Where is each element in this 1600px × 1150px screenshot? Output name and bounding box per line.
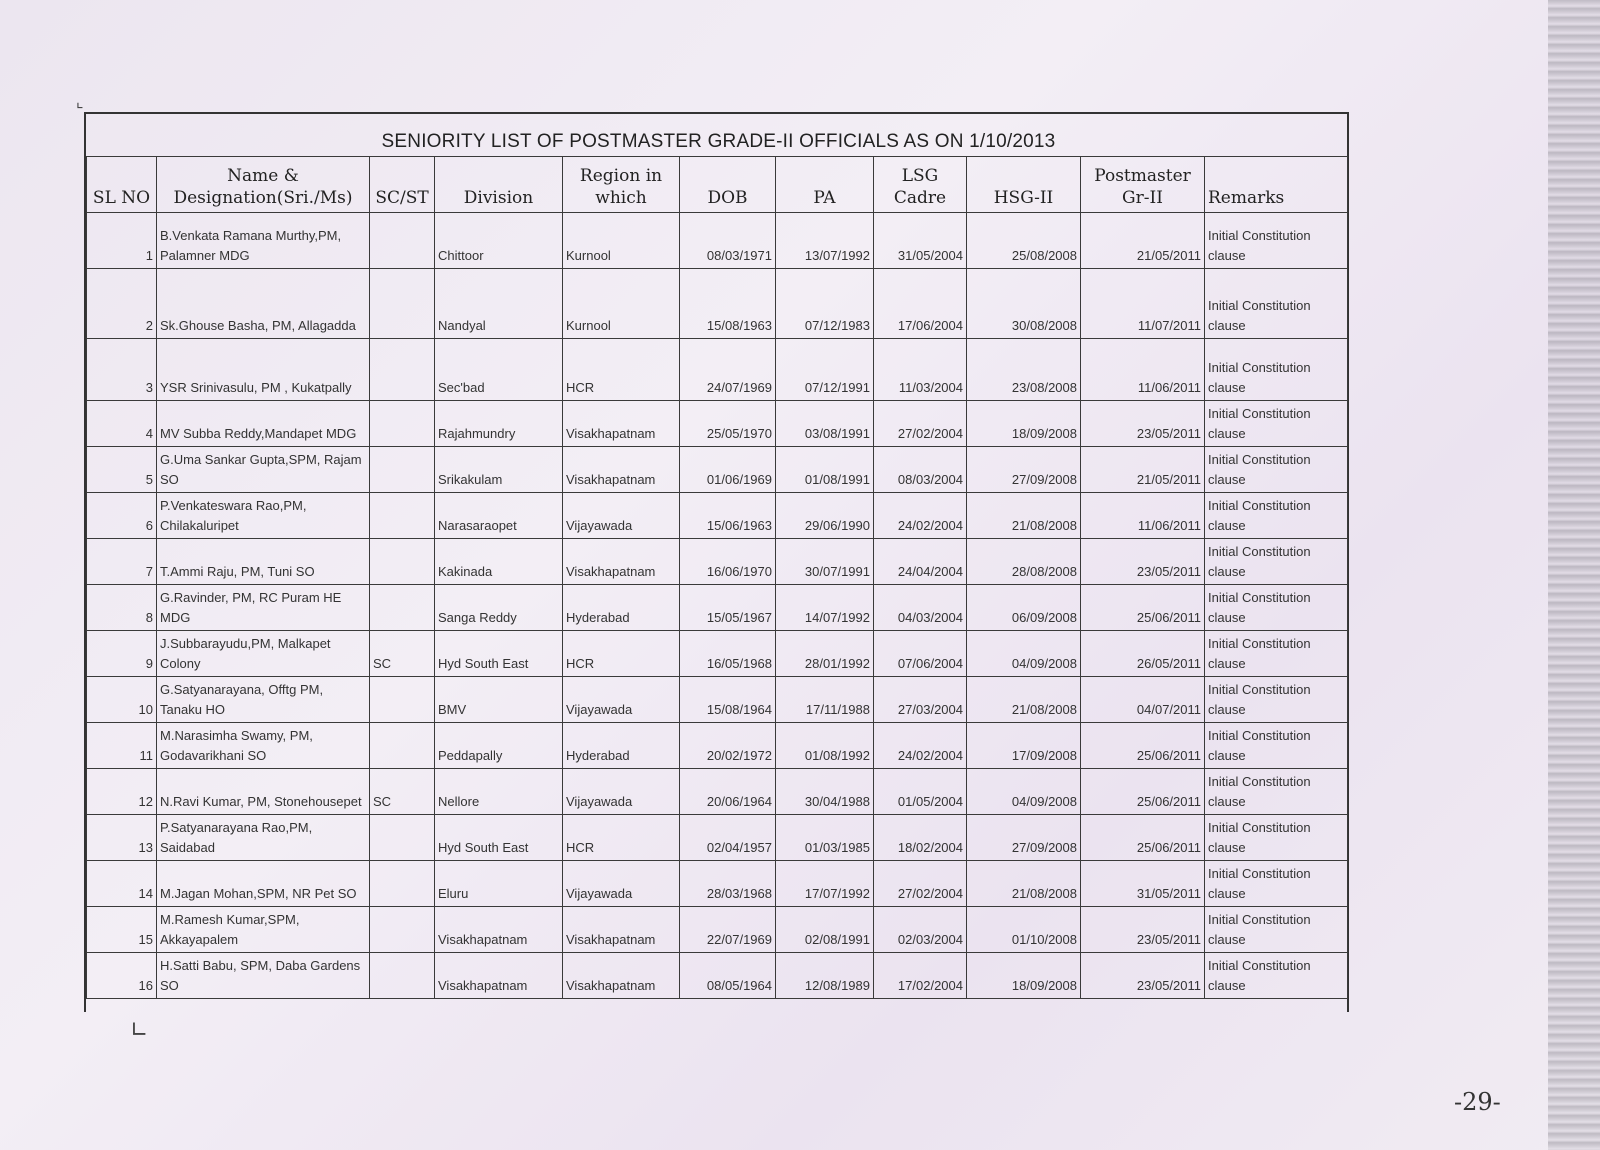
cell-region: Visakhapatnam <box>563 447 680 493</box>
cell-lsg-cadre: 01/05/2004 <box>874 769 967 815</box>
cell-pa: 14/07/1992 <box>776 585 874 631</box>
cell-division: Narasaraopet <box>435 493 563 539</box>
cell-hsg-ii: 21/08/2008 <box>967 677 1081 723</box>
cell-lsg-cadre: 17/02/2004 <box>874 953 967 999</box>
cell-postmaster-gr-ii: 26/05/2011 <box>1081 631 1205 677</box>
cell-postmaster-gr-ii: 11/07/2011 <box>1081 269 1205 339</box>
cell-sc-st <box>370 953 435 999</box>
cell-name-designation: H.Satti Babu, SPM, Daba Gardens SO <box>157 953 370 999</box>
table-row <box>87 339 1348 401</box>
cell-hsg-ii: 18/09/2008 <box>967 401 1081 447</box>
cell-division: Sanga Reddy <box>435 585 563 631</box>
page-edge-shadow <box>1548 0 1600 1150</box>
cell-pa: 17/11/1988 <box>776 677 874 723</box>
cell-lsg-cadre: 31/05/2004 <box>874 213 967 269</box>
cell-pa: 01/08/1991 <box>776 447 874 493</box>
cell-sl-no: 16 <box>87 953 157 999</box>
cell-remarks: Initial Constitution clause <box>1205 447 1348 493</box>
cell-sl-no: 14 <box>87 861 157 907</box>
cell-region: Hyderabad <box>563 723 680 769</box>
header-postmaster-gr-ii: Postmaster Gr-II <box>1081 157 1205 213</box>
cell-region: Vijayawada <box>563 493 680 539</box>
cell-region: Vijayawada <box>563 677 680 723</box>
cell-sl-no: 12 <box>87 769 157 815</box>
cell-remarks: Initial Constitution clause <box>1205 269 1348 339</box>
cell-sl-no: 8 <box>87 585 157 631</box>
cell-lsg-cadre: 02/03/2004 <box>874 907 967 953</box>
cell-region: Visakhapatnam <box>563 907 680 953</box>
header-sc-st: SC/ST <box>370 157 435 213</box>
cell-hsg-ii: 27/09/2008 <box>967 815 1081 861</box>
cell-sc-st <box>370 539 435 585</box>
cell-hsg-ii: 06/09/2008 <box>967 585 1081 631</box>
cell-postmaster-gr-ii: 23/05/2011 <box>1081 907 1205 953</box>
cell-division: Nellore <box>435 769 563 815</box>
cell-pa: 13/07/1992 <box>776 213 874 269</box>
cell-remarks: Initial Constitution clause <box>1205 539 1348 585</box>
cell-hsg-ii: 25/08/2008 <box>967 213 1081 269</box>
cell-lsg-cadre: 27/02/2004 <box>874 861 967 907</box>
cell-remarks: Initial Constitution clause <box>1205 493 1348 539</box>
cell-postmaster-gr-ii: 25/06/2011 <box>1081 769 1205 815</box>
cell-division: Visakhapatnam <box>435 953 563 999</box>
cell-sc-st <box>370 493 435 539</box>
cell-postmaster-gr-ii: 25/06/2011 <box>1081 723 1205 769</box>
cell-region: HCR <box>563 815 680 861</box>
cell-region: HCR <box>563 339 680 401</box>
cell-name-designation: M.Narasimha Swamy, PM, Godavarikhani SO <box>157 723 370 769</box>
cell-division: Chittoor <box>435 213 563 269</box>
document-title: SENIORITY LIST OF POSTMASTER GRADE-II OFFICIALS AS ON 1/10/2013 <box>381 131 1056 152</box>
cell-sc-st <box>370 339 435 401</box>
cell-sl-no: 3 <box>87 339 157 401</box>
table-row <box>87 861 1348 907</box>
cell-remarks: Initial Constitution clause <box>1205 953 1348 999</box>
cell-lsg-cadre: 24/04/2004 <box>874 539 967 585</box>
cell-sc-st: SC <box>370 631 435 677</box>
cell-lsg-cadre: 08/03/2004 <box>874 447 967 493</box>
cell-pa: 02/08/1991 <box>776 907 874 953</box>
cell-dob: 20/06/1964 <box>680 769 776 815</box>
cell-pa: 01/03/1985 <box>776 815 874 861</box>
cell-sc-st <box>370 861 435 907</box>
cell-division: Visakhapatnam <box>435 907 563 953</box>
table-row <box>87 815 1348 861</box>
cell-name-designation: G.Satyanarayana, Offtg PM, Tanaku HO <box>157 677 370 723</box>
cell-pa: 17/07/1992 <box>776 861 874 907</box>
page-number: -29- <box>1454 1088 1501 1116</box>
header-division: Division <box>435 157 563 213</box>
cell-pa: 03/08/1991 <box>776 401 874 447</box>
cell-dob: 15/08/1963 <box>680 269 776 339</box>
cell-lsg-cadre: 24/02/2004 <box>874 723 967 769</box>
header-name-designation: Name & Designation(Sri./Ms) <box>157 157 370 213</box>
header-sl-no: SL NO <box>87 157 157 213</box>
cell-sl-no: 2 <box>87 269 157 339</box>
cell-region: Hyderabad <box>563 585 680 631</box>
cell-region: Vijayawada <box>563 861 680 907</box>
cell-pa: 07/12/1991 <box>776 339 874 401</box>
cell-lsg-cadre: 11/03/2004 <box>874 339 967 401</box>
cell-division: Rajahmundry <box>435 401 563 447</box>
cell-dob: 01/06/1969 <box>680 447 776 493</box>
cell-sl-no: 5 <box>87 447 157 493</box>
cell-sc-st <box>370 269 435 339</box>
table-row <box>87 269 1348 339</box>
header-region: Region in which <box>563 157 680 213</box>
cell-division: BMV <box>435 677 563 723</box>
cell-sl-no: 13 <box>87 815 157 861</box>
cell-lsg-cadre: 07/06/2004 <box>874 631 967 677</box>
cell-name-designation: N.Ravi Kumar, PM, Stonehousepet <box>157 769 370 815</box>
header-lsg-cadre: LSG Cadre <box>874 157 967 213</box>
cell-name-designation: YSR Srinivasulu, PM , Kukatpally <box>157 339 370 401</box>
table-row <box>87 677 1348 723</box>
cell-dob: 16/06/1970 <box>680 539 776 585</box>
header-hsg-ii: HSG-II <box>967 157 1081 213</box>
cell-dob: 16/05/1968 <box>680 631 776 677</box>
table-row <box>87 953 1348 999</box>
table-row <box>87 585 1348 631</box>
cell-pa: 12/08/1989 <box>776 953 874 999</box>
cell-name-designation: M.Ramesh Kumar,SPM, Akkayapalem <box>157 907 370 953</box>
cell-remarks: Initial Constitution clause <box>1205 769 1348 815</box>
cell-division: Sec'bad <box>435 339 563 401</box>
cell-division: Kakinada <box>435 539 563 585</box>
cell-lsg-cadre: 18/02/2004 <box>874 815 967 861</box>
cell-postmaster-gr-ii: 21/05/2011 <box>1081 447 1205 493</box>
table-row <box>87 401 1348 447</box>
cell-division: Srikakulam <box>435 447 563 493</box>
cell-region: Visakhapatnam <box>563 539 680 585</box>
cell-hsg-ii: 28/08/2008 <box>967 539 1081 585</box>
cell-region: Visakhapatnam <box>563 953 680 999</box>
cell-hsg-ii: 17/09/2008 <box>967 723 1081 769</box>
cell-remarks: Initial Constitution clause <box>1205 585 1348 631</box>
cell-sl-no: 6 <box>87 493 157 539</box>
cell-hsg-ii: 27/09/2008 <box>967 447 1081 493</box>
header-pa: PA <box>776 157 874 213</box>
cell-hsg-ii: 23/08/2008 <box>967 339 1081 401</box>
cell-postmaster-gr-ii: 11/06/2011 <box>1081 493 1205 539</box>
cell-remarks: Initial Constitution clause <box>1205 907 1348 953</box>
cell-region: Kurnool <box>563 269 680 339</box>
cell-lsg-cadre: 17/06/2004 <box>874 269 967 339</box>
cell-dob: 20/02/1972 <box>680 723 776 769</box>
cell-division: Hyd South East <box>435 631 563 677</box>
cell-remarks: Initial Constitution clause <box>1205 213 1348 269</box>
cell-pa: 29/06/1990 <box>776 493 874 539</box>
cell-sc-st <box>370 907 435 953</box>
cell-hsg-ii: 18/09/2008 <box>967 953 1081 999</box>
cell-dob: 15/06/1963 <box>680 493 776 539</box>
cell-dob: 24/07/1969 <box>680 339 776 401</box>
cell-name-designation: Sk.Ghouse Basha, PM, Allagadda <box>157 269 370 339</box>
cell-dob: 28/03/1968 <box>680 861 776 907</box>
cell-sl-no: 9 <box>87 631 157 677</box>
table-row <box>87 769 1348 815</box>
cell-postmaster-gr-ii: 25/06/2011 <box>1081 585 1205 631</box>
cell-division: Peddapally <box>435 723 563 769</box>
cell-remarks: Initial Constitution clause <box>1205 677 1348 723</box>
cell-dob: 15/05/1967 <box>680 585 776 631</box>
cell-name-designation: MV Subba Reddy,Mandapet MDG <box>157 401 370 447</box>
cell-region: Kurnool <box>563 213 680 269</box>
cell-lsg-cadre: 04/03/2004 <box>874 585 967 631</box>
cell-sc-st <box>370 723 435 769</box>
cell-hsg-ii: 21/08/2008 <box>967 861 1081 907</box>
cell-sc-st <box>370 447 435 493</box>
cell-pa: 01/08/1992 <box>776 723 874 769</box>
seniority-table <box>86 156 1348 999</box>
cell-remarks: Initial Constitution clause <box>1205 815 1348 861</box>
cell-sc-st <box>370 401 435 447</box>
table-row <box>87 631 1348 677</box>
cell-hsg-ii: 04/09/2008 <box>967 631 1081 677</box>
cell-region: Vijayawada <box>563 769 680 815</box>
cell-sc-st <box>370 677 435 723</box>
cell-pa: 30/04/1988 <box>776 769 874 815</box>
cell-sc-st <box>370 815 435 861</box>
cell-name-designation: M.Jagan Mohan,SPM, NR Pet SO <box>157 861 370 907</box>
cell-sl-no: 10 <box>87 677 157 723</box>
table-row <box>87 723 1348 769</box>
cell-remarks: Initial Constitution clause <box>1205 723 1348 769</box>
cell-name-designation: T.Ammi Raju, PM, Tuni SO <box>157 539 370 585</box>
table-header-row <box>87 157 1348 213</box>
cell-postmaster-gr-ii: 31/05/2011 <box>1081 861 1205 907</box>
cell-lsg-cadre: 27/02/2004 <box>874 401 967 447</box>
cell-region: HCR <box>563 631 680 677</box>
cell-name-designation: B.Venkata Ramana Murthy,PM, Palamner MDG <box>157 213 370 269</box>
cell-sl-no: 4 <box>87 401 157 447</box>
cell-sl-no: 15 <box>87 907 157 953</box>
cell-hsg-ii: 21/08/2008 <box>967 493 1081 539</box>
pen-mark: ∟ <box>130 1018 149 1043</box>
cell-postmaster-gr-ii: 23/05/2011 <box>1081 401 1205 447</box>
header-remarks: Remarks <box>1205 157 1348 213</box>
cell-dob: 25/05/1970 <box>680 401 776 447</box>
cell-dob: 02/04/1957 <box>680 815 776 861</box>
cell-region: Visakhapatnam <box>563 401 680 447</box>
cell-lsg-cadre: 24/02/2004 <box>874 493 967 539</box>
cell-remarks: Initial Constitution clause <box>1205 631 1348 677</box>
cell-name-designation: J.Subbarayudu,PM, Malkapet Colony <box>157 631 370 677</box>
cell-postmaster-gr-ii: 21/05/2011 <box>1081 213 1205 269</box>
cell-pa: 30/07/1991 <box>776 539 874 585</box>
header-dob: DOB <box>680 157 776 213</box>
table-row <box>87 213 1348 269</box>
cell-postmaster-gr-ii: 25/06/2011 <box>1081 815 1205 861</box>
table-row <box>87 907 1348 953</box>
cell-postmaster-gr-ii: 11/06/2011 <box>1081 339 1205 401</box>
cell-dob: 08/03/1971 <box>680 213 776 269</box>
cell-hsg-ii: 01/10/2008 <box>967 907 1081 953</box>
cell-remarks: Initial Constitution clause <box>1205 401 1348 447</box>
cell-sc-st <box>370 585 435 631</box>
cell-remarks: Initial Constitution clause <box>1205 861 1348 907</box>
cell-remarks: Initial Constitution clause <box>1205 339 1348 401</box>
cell-pa: 07/12/1983 <box>776 269 874 339</box>
cell-name-designation: P.Satyanarayana Rao,PM, Saidabad <box>157 815 370 861</box>
cell-name-designation: G.Ravinder, PM, RC Puram HE MDG <box>157 585 370 631</box>
cell-dob: 15/08/1964 <box>680 677 776 723</box>
cell-sl-no: 1 <box>87 213 157 269</box>
cell-division: Hyd South East <box>435 815 563 861</box>
cell-pa: 28/01/1992 <box>776 631 874 677</box>
cell-sl-no: 11 <box>87 723 157 769</box>
cell-postmaster-gr-ii: 23/05/2011 <box>1081 539 1205 585</box>
cell-hsg-ii: 04/09/2008 <box>967 769 1081 815</box>
table-row <box>87 539 1348 585</box>
cell-sl-no: 7 <box>87 539 157 585</box>
cell-postmaster-gr-ii: 04/07/2011 <box>1081 677 1205 723</box>
table-row <box>87 447 1348 493</box>
cell-sc-st: SC <box>370 769 435 815</box>
cell-division: Eluru <box>435 861 563 907</box>
cell-dob: 08/05/1964 <box>680 953 776 999</box>
cell-name-designation: P.Venkateswara Rao,PM, Chilakaluripet <box>157 493 370 539</box>
cell-hsg-ii: 30/08/2008 <box>967 269 1081 339</box>
cell-dob: 22/07/1969 <box>680 907 776 953</box>
corner-mark: ⌞ <box>76 92 84 111</box>
cell-division: Nandyal <box>435 269 563 339</box>
table-row <box>87 493 1348 539</box>
table-body <box>87 213 1348 999</box>
cell-sc-st <box>370 213 435 269</box>
cell-postmaster-gr-ii: 23/05/2011 <box>1081 953 1205 999</box>
cell-lsg-cadre: 27/03/2004 <box>874 677 967 723</box>
cell-name-designation: G.Uma Sankar Gupta,SPM, Rajam SO <box>157 447 370 493</box>
seniority-table-sheet <box>84 112 1349 1012</box>
